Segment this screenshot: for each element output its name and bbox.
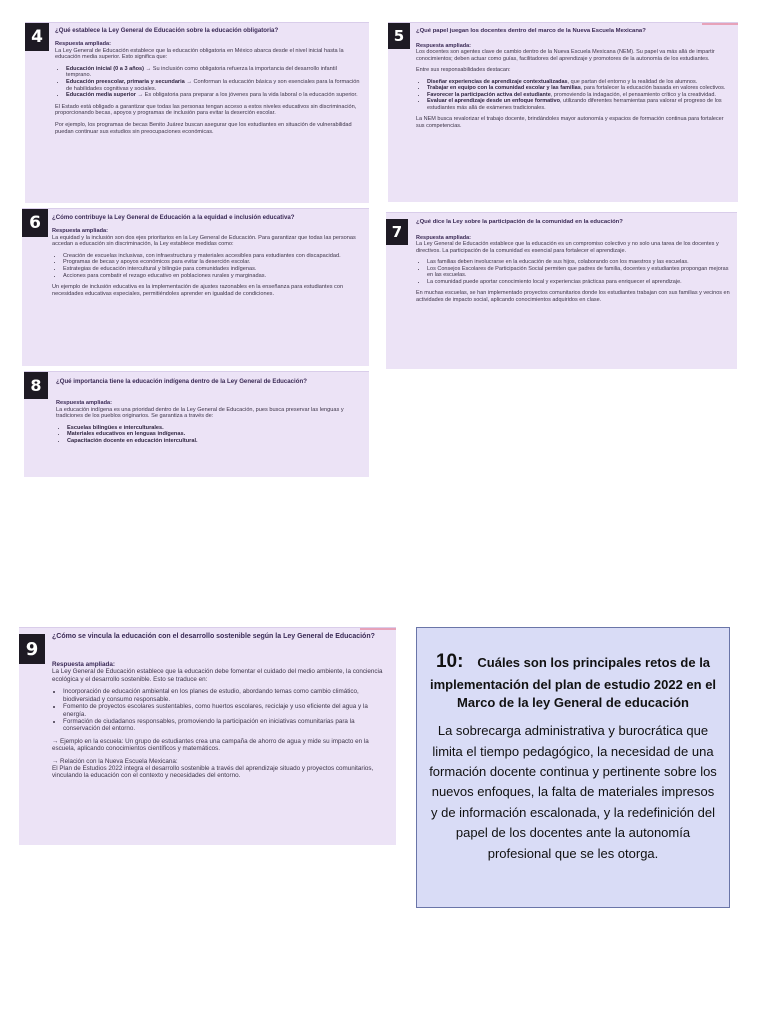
answer-box-10 (416, 627, 730, 908)
box-question (427, 648, 719, 713)
answer-paragraph: Por ejemplo, los programas de becas Benito Juárez buscan asegurar que los estudiantes en situación de vulnerabilidad puedan continuar sus estudios sin preocupaciones económicas. (55, 121, 352, 135)
answer-paragraph: El Plan de Estudios 2022 integra el desarrollo sostenible a través del aprendizaje situado y proyectos comunitarios, vinculando la educación con el contexto y necesidades del entorno. (52, 765, 374, 780)
card-body (55, 41, 363, 140)
answer-intro: La educación indígena es una prioridad dentro de la Ley General de Educación, pues busca preservar las lenguas y tradiciones de los pueblos originarios. Se garantiza a través de: (56, 406, 344, 420)
answer-label: Respuesta ampliada: (55, 41, 111, 47)
card-number: 7 (386, 219, 408, 245)
answer-label: Respuesta ampliada: (416, 235, 472, 241)
answer-list (52, 688, 388, 733)
answer-label: Respuesta ampliada: (56, 400, 112, 406)
card-7 (386, 212, 737, 369)
card-number: 5 (388, 23, 410, 49)
card-question: ¿Cómo contribuye la Ley General de Educación a la equidad e inclusión educativa? (52, 214, 295, 221)
card-question: ¿Qué importancia tiene la educación indígena dentro de la Ley General de Educación? (56, 378, 307, 385)
answer-paragraph: → Ejemplo en la escuela: Un grupo de estudiantes crea una campaña de ahorro de agua y mide su impacto en la escuela, aplicando conocimientos científicos y matemáticos. (52, 737, 369, 753)
card-question: ¿Qué establece la Ley General de Educación sobre la educación obligatoria? (55, 27, 279, 34)
accent-bar (702, 23, 738, 25)
answer-list (56, 425, 362, 445)
card-body (416, 235, 730, 308)
card-question: ¿Qué dice la Ley sobre la participación de la comunidad en la educación? (416, 219, 623, 225)
card-body (416, 43, 732, 134)
card-body (52, 661, 388, 785)
card-question: ¿Cómo se vincula la educación con el desarrollo sostenible según la Ley General de Educación? (52, 633, 375, 640)
list-item: • Escuelas bilingües e interculturales. (67, 425, 362, 432)
answer-list (52, 253, 362, 279)
answer-paragraph: El Estado está obligado a garantizar que todas las personas tengan acceso a estos niveles educativos sin discriminación, proporcionando becas, apoyos y programas de inclusión para evitar la deserción escolar. (55, 103, 357, 117)
list-item: • Educación inicial (0 a 3 años) → Su inclusión como obligatoria refuerza la importancia del desarrollo infantil temprano. (66, 66, 363, 79)
list-item: • Educación preescolar, primaria y secundaria → Conforman la educación básica y son esenciales para la formación de habilidades cognitivas y sociales. (66, 79, 363, 92)
box-answer: La sobrecarga administrativa y burocrática que limita el tiempo pedagógico, la necesidad de una formación docente continua y pertinente sobre los nuevos enfoques, la falta de materiales impresos y de información escalonada, y la redefinición del papel de los docentes ante la autonomía profesional que se les otorga. (429, 723, 717, 861)
list-item: • Educación media superior → Es obligatoria para preparar a los jóvenes para la vida laboral o la educación superior. (66, 92, 363, 99)
answer-paragraph: En muchas escuelas, se han implementado proyectos comunitarios donde los estudiantes trabajan con sus familias y vecinos en actividades de impacto social, aplicando conocimientos adquiridos en clase. (416, 290, 730, 303)
answer-paragraph: Entre sus responsabilidades destacan: (416, 67, 511, 74)
list-item: • Diseñar experiencias de aprendizaje contextualizadas, que partan del entorno y la realidad de los alumnos. (427, 79, 732, 85)
list-item: • Las familias deben involucrarse en la educación de sus hijos, colaborando con los maestros y las escuelas. (427, 259, 730, 265)
card-question: ¿Qué papel juegan los docentes dentro del marco de la Nueva Escuela Mexicana? (416, 28, 646, 34)
answer-intro: La Ley General de Educación establece que la educación obligatoria en México abarca desde el nivel inicial hasta la educación media superior. Esto significa que: (55, 47, 344, 61)
card-6 (22, 208, 369, 366)
list-item: • La comunidad puede aportar conocimiento local y experiencias prácticas para enriquecer el aprendizaje. (427, 279, 730, 285)
card-8 (24, 371, 369, 477)
card-number: 8 (24, 372, 48, 399)
card-number: 9 (19, 634, 45, 664)
answer-label: Respuesta ampliada: (416, 43, 472, 49)
list-item: • Programas de becas y apoyos económicos para evitar la deserción escolar. (63, 259, 362, 266)
answer-intro: Los docentes son agentes clave de cambio dentro de la Nueva Escuela Mexicana (NEM). Su papel va más allá de impartir conocimientos; deben actuar como guías, facilitadores del aprendizaje y promotores de la autonomía de los estudiantes. (416, 49, 715, 62)
card-4 (25, 22, 369, 203)
list-item: • Estrategias de educación intercultural y bilingüe para comunidades indígenas. (63, 266, 362, 273)
list-item: • Trabajar en equipo con la comunidad escolar y las familias, para fortalecer la educación basada en valores colectivos. (427, 85, 732, 91)
list-item: • Fomento de proyectos escolares sustentables, como huertos escolares, reciclaje y uso eficiente del agua y la energía. (63, 703, 388, 718)
accent-bar (360, 628, 396, 630)
card-5 (388, 22, 738, 202)
answer-subheading: → Relación con la Nueva Escuela Mexicana: (52, 757, 178, 765)
list-item: • Formación de ciudadanos responsables, promoviendo la participación en iniciativas comunitarias para la conservación del entorno. (63, 718, 388, 733)
card-9 (19, 627, 396, 845)
box-number: 10: (435, 651, 464, 672)
list-item: • Incorporación de educación ambiental en los planes de estudio, abordando temas como cambio climático, biodiversidad y consumo responsable. (63, 688, 388, 703)
answer-label: Respuesta ampliada: (52, 661, 115, 668)
answer-intro: La Ley General de Educación establece que la educación es un compromiso colectivo y no solo una tarea de los docentes y directivos. La participación de la comunidad es esencial para fortalecer el aprendizaje. (416, 241, 719, 254)
card-number: 4 (25, 23, 49, 51)
answer-list (55, 66, 363, 99)
box-question-text: Cuáles son los principales retos de la implementación del plan de estudio 2022 en el Marco de la ley General de educación (429, 655, 717, 711)
answer-list (416, 79, 732, 111)
list-item: • Capacitación docente en educación intercultural. (67, 438, 362, 445)
answer-paragraph: Un ejemplo de inclusión educativa es la implementación de ajustes razonables en la enseñanza para estudiantes con necesidades educativas especiales, permitiéndoles aprender en igualdad de condiciones. (52, 284, 344, 297)
answer-list (416, 259, 730, 285)
list-item: • Favorecer la participación activa del estudiante, promoviendo la indagación, el pensamiento crítico y la creatividad. (427, 92, 732, 98)
list-item: • Evaluar el aprendizaje desde un enfoque formativo, utilizando diferentes herramientas para valorar el progreso de los estudiantes más allá de exámenes tradicionales. (427, 98, 732, 111)
answer-label: Respuesta ampliada: (52, 228, 108, 234)
card-number: 6 (22, 209, 48, 237)
list-item: • Creación de escuelas inclusivas, con infraestructura y materiales accesibles para estudiantes con discapacidad. (63, 253, 362, 260)
list-item: • Los Consejos Escolares de Participación Social permiten que padres de familia, docentes y estudiantes propongan mejoras en las escuelas. (427, 266, 730, 279)
list-item: • Materiales educativos en lenguas indígenas. (67, 431, 362, 438)
list-item: • Acciones para combatir el rezago educativo en poblaciones rurales y marginadas. (63, 273, 362, 280)
card-body (52, 228, 362, 302)
answer-intro: La equidad y la inclusión son dos ejes prioritarios en la Ley General de Educación. Para garantizar que todas las personas accedan a educación sin discriminación, la Ley establece medidas como: (52, 234, 356, 248)
answer-intro: La Ley General de Educación establece que la educación debe fomentar el cuidado del medio ambiente, la conciencia ecológica y el desarrollo sostenible. Esto se traduce en: (52, 668, 383, 683)
answer-paragraph: La NEM busca revalorizar el trabajo docente, brindándoles mayor autonomía y espacios de formación continua para fortalecer sus competencias. (416, 116, 724, 129)
card-body (56, 400, 362, 450)
